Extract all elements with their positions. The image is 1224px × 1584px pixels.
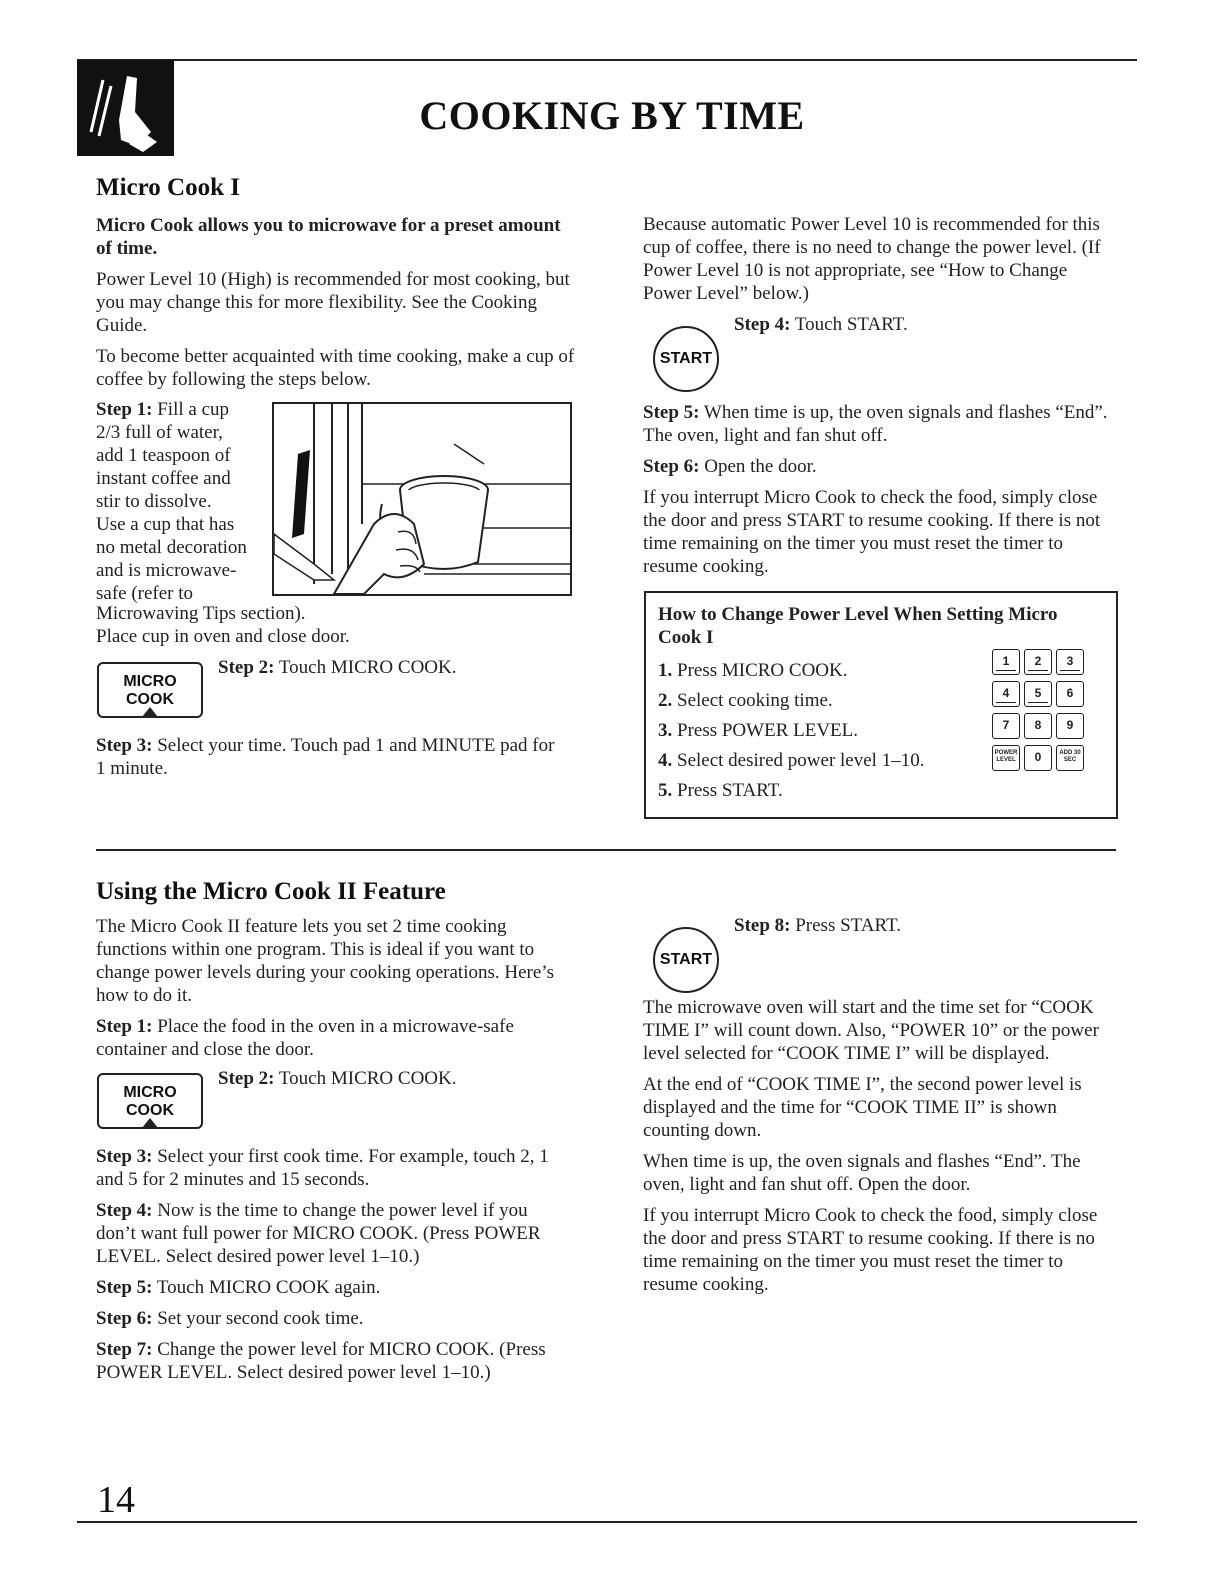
item-text: Select cooking time.	[677, 690, 833, 711]
section-divider	[96, 849, 1116, 851]
section2-heading-wrap	[96, 878, 446, 906]
page-title: COOKING BY TIME	[419, 93, 805, 138]
s2-step1-label: Step 1:	[96, 1016, 153, 1037]
s2-step8-label: Step 8:	[734, 915, 791, 936]
s2-step2-text: Touch MICRO COOK.	[278, 1068, 457, 1089]
start-button: START	[653, 927, 719, 993]
step1-label: Step 1:	[96, 399, 153, 420]
item-number: 5.	[658, 780, 673, 801]
keypad-key: 2	[1024, 649, 1052, 675]
micro-cook-button	[97, 1073, 203, 1129]
micro-cook-button-line1: MICRO	[123, 673, 177, 690]
step5-text: When time is up, the oven signals and flashes “End”. The oven, light and fan shut off.	[643, 402, 1108, 446]
page-number: 14	[97, 1479, 135, 1521]
keypad-illustration	[992, 649, 1084, 771]
s2-step2-block	[218, 1067, 558, 1090]
keypad-key: 1	[992, 649, 1020, 675]
item-number: 3.	[658, 720, 673, 741]
step1-line: and is microwave-	[96, 560, 237, 581]
item-text: Press POWER LEVEL.	[677, 720, 859, 741]
s2-step7-label: Step 7:	[96, 1339, 153, 1360]
step2-text: Touch MICRO COOK.	[278, 657, 457, 678]
step1-line: add 1 teaspoon of	[96, 445, 231, 466]
step4-label: Step 4:	[734, 314, 791, 335]
keypad-key: 6	[1056, 681, 1084, 707]
keypad-key: 4	[992, 681, 1020, 707]
item-number: 2.	[658, 690, 673, 711]
step1-line: Fill a cup	[157, 399, 230, 420]
list-item	[658, 779, 1078, 802]
section2-right-paragraph: At the end of “COOK TIME I”, the second power level is displayed and the time for “COOK TIME II” is shown counting down.	[643, 1074, 1082, 1141]
step2-block	[218, 656, 558, 679]
section1-left-column	[96, 214, 576, 399]
s2-step6-text: Set your second cook time.	[157, 1308, 364, 1329]
step3-text: Select your time. Touch pad 1 and MINUTE pad for 1 minute.	[96, 735, 555, 779]
power-box-title: How to Change Power Level When Setting Micro Cook I	[658, 604, 1058, 648]
start-button: START	[653, 326, 719, 392]
s2-step1-text: Place the food in the oven in a microwave-safe container and close the door.	[96, 1016, 514, 1060]
step5-label: Step 5:	[643, 402, 700, 423]
section1-heading: Micro Cook I	[96, 174, 240, 201]
item-text: Press MICRO COOK.	[677, 660, 848, 681]
step4-text: Touch START.	[794, 314, 908, 335]
step4-block	[734, 313, 1114, 336]
section1-right-paragraph: Because automatic Power Level 10 is recommended for this cup of coffee, there is no need to change the power level. (If Power Level 10 is not appropriate, see “How to Change Power Level” below.)	[643, 214, 1101, 304]
power-level-key: POWER LEVEL	[992, 745, 1020, 771]
step1-line: instant coffee and	[96, 468, 231, 489]
micro-cook-button-line1: MICRO	[123, 1084, 177, 1101]
section2-paragraph: The Micro Cook II feature lets you set 2 time cooking functions within one program. This is ideal if you want to change power levels during your cooking operations. Here’s how to do it.	[96, 916, 554, 1006]
s2-step4-label: Step 4:	[96, 1200, 153, 1221]
coffee-cup-illustration	[272, 402, 572, 596]
keypad-key: 5	[1024, 681, 1052, 707]
section2-left-steps	[96, 1145, 572, 1392]
keypad-key: 3	[1056, 649, 1084, 675]
item-text: Select desired power level 1–10.	[677, 750, 925, 771]
step1-continued	[96, 602, 576, 648]
section1-right-column	[643, 213, 1115, 313]
s2-step8-text: Press START.	[795, 915, 901, 936]
item-number: 4.	[658, 750, 673, 771]
step1-line: 2/3 full of water,	[96, 422, 223, 443]
s2-step6-label: Step 6:	[96, 1308, 153, 1329]
keypad-key: 8	[1024, 713, 1052, 739]
s2-step3-label: Step 3:	[96, 1146, 153, 1167]
section2-right-paragraph: When time is up, the oven signals and flashes “End”. The oven, light and fan shut off. Open the door.	[643, 1151, 1081, 1195]
keypad-key: 9	[1056, 713, 1084, 739]
item-number: 1.	[658, 660, 673, 681]
section1-right-steps	[643, 401, 1115, 586]
step1-line: Microwaving Tips section).	[96, 603, 306, 624]
micro-cook-button	[97, 662, 203, 718]
section1-paragraph: To become better acquainted with time cooking, make a cup of coffee by following the steps below.	[96, 346, 575, 390]
top-rule	[77, 59, 1137, 61]
section1-lead: Micro Cook allows you to microwave for a preset amount of time.	[96, 215, 561, 259]
step1-block	[96, 398, 276, 605]
keypad-key: 0	[1024, 745, 1052, 771]
step1-line: Use a cup that has	[96, 514, 235, 535]
micro-cook-button-line2: COOK	[126, 1102, 174, 1119]
s2-step5-label: Step 5:	[96, 1277, 153, 1298]
hand-holding-cup-icon	[274, 404, 570, 594]
s2-step3-text: Select your first cook time. For example, touch 2, 1 and 5 for 2 minutes and 15 seconds.	[96, 1146, 549, 1190]
item-text: Press START.	[677, 780, 783, 801]
section1-paragraph: Power Level 10 (High) is recommended for most cooking, but you may change this for more flexibility. See the Cooking Guide.	[96, 269, 570, 336]
s2-step4-text: Now is the time to change the power level if you don’t want full power for MICRO COOK. (Press POWER LEVEL. Select desired power level 1–10.)	[96, 1200, 541, 1267]
section2-right-paragraph: The microwave oven will start and the time set for “COOK TIME I” will count down. Also, “POWER 10” or the power level selected for “COOK TIME I” will be displayed.	[643, 997, 1099, 1064]
section2-right-column	[643, 996, 1115, 1304]
section2-right-paragraph: If you interrupt Micro Cook to check the food, simply close the door and press START to resume cooking. If there is no time remaining on the timer you must reset the timer to resume cooking.	[643, 1205, 1098, 1295]
step1-line: safe (refer to	[96, 583, 194, 604]
add-30-sec-key: ADD 30 SEC	[1056, 745, 1084, 771]
s2-step7-text: Change the power level for MICRO COOK. (Press POWER LEVEL. Select desired power level 1–10.)	[96, 1339, 546, 1383]
step6-text: Open the door.	[704, 456, 817, 477]
bottom-rule	[77, 1521, 1137, 1523]
step6-label: Step 6:	[643, 456, 700, 477]
step1-line: stir to dissolve.	[96, 491, 212, 512]
step3-label: Step 3:	[96, 735, 153, 756]
s2-step5-text: Touch MICRO COOK again.	[156, 1277, 381, 1298]
step3-block	[96, 734, 566, 780]
s2-step2-label: Step 2:	[218, 1068, 275, 1089]
section1-heading-wrap	[96, 174, 240, 202]
s2-step8-block	[734, 914, 1114, 937]
section1-right-paragraph: If you interrupt Micro Cook to check the food, simply close the door and press START to resume cooking. If there is not time remaining on the timer you must reset the timer to resume cooking.	[643, 487, 1101, 577]
section2-heading: Using the Micro Cook II Feature	[96, 878, 446, 905]
step2-label: Step 2:	[218, 657, 275, 678]
keypad-key: 7	[992, 713, 1020, 739]
power-level-box	[644, 591, 1118, 819]
section2-left-column	[96, 915, 572, 1069]
step1-line: no metal decoration	[96, 537, 247, 558]
micro-cook-button-line2: COOK	[126, 691, 174, 708]
step1-line: Place cup in oven and close door.	[96, 626, 350, 647]
